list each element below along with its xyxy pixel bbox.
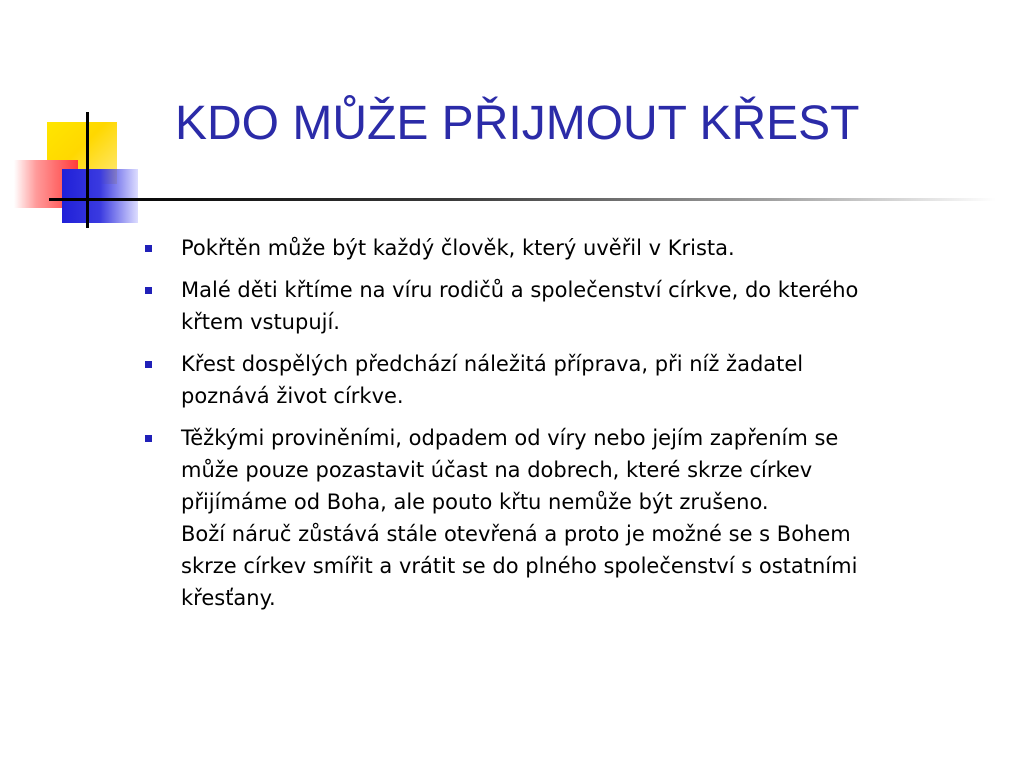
bullet-line: Boží náruč zůstává stále otevřená a proto je možné se s Bohem bbox=[181, 522, 851, 546]
bullet-line: křesťany. bbox=[181, 586, 276, 610]
square-bullet-icon bbox=[145, 361, 152, 368]
bullet-line: přijímáme od Boha, ale pouto křtu nemůže být zrušeno. bbox=[181, 490, 769, 514]
bullet-line: poznává život církve. bbox=[181, 384, 404, 408]
blue-square-decoration bbox=[62, 169, 138, 223]
decorative-logo bbox=[0, 0, 180, 240]
bullet-line: Křest dospělých předchází náležitá příprava, při níž žadatel bbox=[181, 352, 804, 376]
title-underline bbox=[86, 198, 996, 201]
bullet-item bbox=[140, 422, 1010, 614]
bullet-line: skrze církev smířit a vrátit se do plného společenství s ostatními bbox=[181, 554, 858, 578]
bullet-line: křtem vstupují. bbox=[181, 310, 340, 334]
slide-title: KDO MŮŽE PŘIJMOUT KŘEST bbox=[175, 97, 860, 150]
bullet-line: Pokřtěn může být každý člověk, který uvěřil v Krista. bbox=[181, 236, 735, 260]
vertical-line-decoration bbox=[86, 112, 89, 228]
bullet-line: může pouze pozastavit účast na dobrech, které skrze církev bbox=[181, 458, 813, 482]
square-bullet-icon bbox=[145, 435, 152, 442]
bullet-item bbox=[140, 232, 1010, 264]
bullet-item bbox=[140, 348, 1010, 412]
bullet-list bbox=[140, 232, 1010, 624]
bullet-line: Těžkými proviněními, odpadem od víry nebo jejím zapřením se bbox=[181, 426, 839, 450]
bullet-line: Malé děti křtíme na víru rodičů a společenství církve, do kterého bbox=[181, 278, 859, 302]
square-bullet-icon bbox=[145, 245, 152, 252]
bullet-item bbox=[140, 274, 1010, 338]
square-bullet-icon bbox=[145, 287, 152, 294]
